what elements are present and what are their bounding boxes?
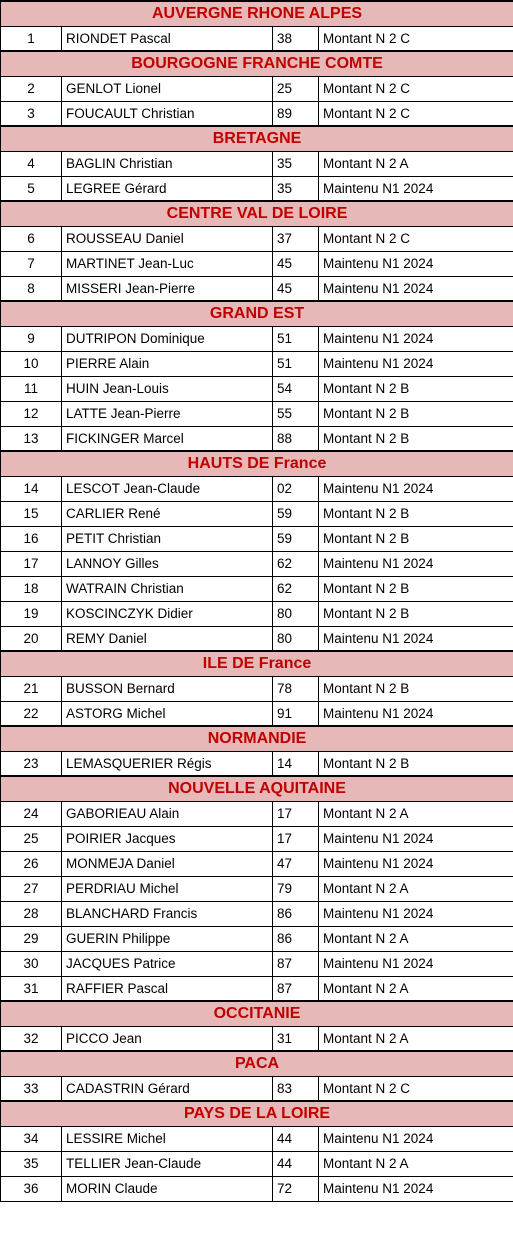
status-label: Maintenu N1 2024 xyxy=(319,276,513,301)
status-label: Montant N 2 A xyxy=(319,1026,513,1051)
rank-number: 30 xyxy=(1,951,62,976)
player-name: GENLOT Lionel xyxy=(62,76,273,101)
player-name: MISSERI Jean-Pierre xyxy=(62,276,273,301)
department-code: 45 xyxy=(273,251,319,276)
rank-number: 24 xyxy=(1,801,62,826)
table-row xyxy=(1,1176,513,1201)
rank-number: 36 xyxy=(1,1176,62,1201)
player-name: PICCO Jean xyxy=(62,1026,273,1051)
status-label: Montant N 2 B xyxy=(319,576,513,601)
table-row xyxy=(1,676,513,701)
player-name: BAGLIN Christian xyxy=(62,151,273,176)
region-header-row xyxy=(1,301,513,326)
status-label: Montant N 2 B xyxy=(319,501,513,526)
status-label: Maintenu N1 2024 xyxy=(319,951,513,976)
player-name: HUIN Jean-Louis xyxy=(62,376,273,401)
table-row xyxy=(1,926,513,951)
department-code: 87 xyxy=(273,976,319,1001)
status-label: Maintenu N1 2024 xyxy=(319,901,513,926)
status-label: Montant N 2 C xyxy=(319,26,513,51)
department-code: 72 xyxy=(273,1176,319,1201)
department-code: 83 xyxy=(273,1076,319,1101)
department-code: 14 xyxy=(273,751,319,776)
status-label: Maintenu N1 2024 xyxy=(319,351,513,376)
status-label: Montant N 2 B xyxy=(319,751,513,776)
status-label: Montant N 2 A xyxy=(319,1151,513,1176)
region-name: GRAND EST xyxy=(1,301,513,326)
region-header-row xyxy=(1,451,513,476)
department-code: 87 xyxy=(273,951,319,976)
status-label: Montant N 2 A xyxy=(319,976,513,1001)
table-row xyxy=(1,526,513,551)
table-row xyxy=(1,476,513,501)
department-code: 91 xyxy=(273,701,319,726)
table-row xyxy=(1,176,513,201)
rank-number: 16 xyxy=(1,526,62,551)
player-name: ASTORG Michel xyxy=(62,701,273,726)
table-row xyxy=(1,576,513,601)
department-code: 78 xyxy=(273,676,319,701)
department-code: 38 xyxy=(273,26,319,51)
status-label: Maintenu N1 2024 xyxy=(319,701,513,726)
rank-number: 13 xyxy=(1,426,62,451)
player-name: LATTE Jean-Pierre xyxy=(62,401,273,426)
player-name: CARLIER René xyxy=(62,501,273,526)
table-row xyxy=(1,76,513,101)
status-label: Montant N 2 B xyxy=(319,376,513,401)
department-code: 51 xyxy=(273,326,319,351)
rank-number: 33 xyxy=(1,1076,62,1101)
region-name: BOURGOGNE FRANCHE COMTE xyxy=(1,51,513,76)
table-row xyxy=(1,276,513,301)
region-name: BRETAGNE xyxy=(1,126,513,151)
table-body xyxy=(1,1,513,1201)
status-label: Maintenu N1 2024 xyxy=(319,551,513,576)
status-label: Montant N 2 C xyxy=(319,76,513,101)
department-code: 25 xyxy=(273,76,319,101)
rank-number: 29 xyxy=(1,926,62,951)
department-code: 51 xyxy=(273,351,319,376)
region-name: NOUVELLE AQUITAINE xyxy=(1,776,513,801)
region-name: PACA xyxy=(1,1051,513,1076)
status-label: Montant N 2 A xyxy=(319,876,513,901)
table-row xyxy=(1,351,513,376)
department-code: 45 xyxy=(273,276,319,301)
department-code: 59 xyxy=(273,526,319,551)
rank-number: 3 xyxy=(1,101,62,126)
region-name: AUVERGNE RHONE ALPES xyxy=(1,1,513,26)
table-row xyxy=(1,251,513,276)
department-code: 54 xyxy=(273,376,319,401)
department-code: 80 xyxy=(273,626,319,651)
table-row xyxy=(1,401,513,426)
rank-number: 12 xyxy=(1,401,62,426)
status-label: Maintenu N1 2024 xyxy=(319,826,513,851)
rank-number: 2 xyxy=(1,76,62,101)
player-name: POIRIER Jacques xyxy=(62,826,273,851)
player-name: MONMEJA Daniel xyxy=(62,851,273,876)
department-code: 88 xyxy=(273,426,319,451)
department-code: 79 xyxy=(273,876,319,901)
region-name: OCCITANIE xyxy=(1,1001,513,1026)
rank-number: 7 xyxy=(1,251,62,276)
player-name: ROUSSEAU Daniel xyxy=(62,226,273,251)
status-label: Montant N 2 C xyxy=(319,101,513,126)
player-name: LEGREE Gérard xyxy=(62,176,273,201)
region-header-row xyxy=(1,776,513,801)
player-name: CADASTRIN Gérard xyxy=(62,1076,273,1101)
department-code: 17 xyxy=(273,826,319,851)
player-name: FOUCAULT Christian xyxy=(62,101,273,126)
region-name: NORMANDIE xyxy=(1,726,513,751)
status-label: Montant N 2 A xyxy=(319,926,513,951)
rank-number: 21 xyxy=(1,676,62,701)
rank-number: 31 xyxy=(1,976,62,1001)
department-code: 59 xyxy=(273,501,319,526)
table-row xyxy=(1,26,513,51)
table-row xyxy=(1,501,513,526)
region-header-row xyxy=(1,726,513,751)
rank-number: 9 xyxy=(1,326,62,351)
player-name: FICKINGER Marcel xyxy=(62,426,273,451)
status-label: Montant N 2 B xyxy=(319,426,513,451)
table-row xyxy=(1,901,513,926)
table-row xyxy=(1,976,513,1001)
region-header-row xyxy=(1,1101,513,1126)
department-code: 31 xyxy=(273,1026,319,1051)
department-code: 35 xyxy=(273,176,319,201)
rank-number: 20 xyxy=(1,626,62,651)
player-name: RIONDET Pascal xyxy=(62,26,273,51)
table-row xyxy=(1,226,513,251)
department-code: 62 xyxy=(273,576,319,601)
rank-number: 27 xyxy=(1,876,62,901)
rank-number: 22 xyxy=(1,701,62,726)
region-header-row xyxy=(1,651,513,676)
rank-number: 28 xyxy=(1,901,62,926)
player-name: KOSCINCZYK Didier xyxy=(62,601,273,626)
status-label: Maintenu N1 2024 xyxy=(319,476,513,501)
player-name: LEMASQUERIER Régis xyxy=(62,751,273,776)
player-name: MORIN Claude xyxy=(62,1176,273,1201)
status-label: Montant N 2 A xyxy=(319,801,513,826)
table-row xyxy=(1,151,513,176)
table-row xyxy=(1,951,513,976)
status-label: Maintenu N1 2024 xyxy=(319,626,513,651)
table-row xyxy=(1,101,513,126)
player-name: LESSIRE Michel xyxy=(62,1126,273,1151)
table-row xyxy=(1,1026,513,1051)
region-header-row xyxy=(1,51,513,76)
rank-number: 25 xyxy=(1,826,62,851)
table-row xyxy=(1,851,513,876)
rank-number: 15 xyxy=(1,501,62,526)
table-row xyxy=(1,801,513,826)
rank-number: 19 xyxy=(1,601,62,626)
rank-number: 35 xyxy=(1,1151,62,1176)
department-code: 37 xyxy=(273,226,319,251)
department-code: 86 xyxy=(273,901,319,926)
player-name: PETIT Christian xyxy=(62,526,273,551)
player-name: PIERRE Alain xyxy=(62,351,273,376)
table-row xyxy=(1,326,513,351)
rank-number: 34 xyxy=(1,1126,62,1151)
player-name: LESCOT Jean-Claude xyxy=(62,476,273,501)
rank-number: 1 xyxy=(1,26,62,51)
table-row xyxy=(1,626,513,651)
status-label: Maintenu N1 2024 xyxy=(319,1126,513,1151)
department-code: 17 xyxy=(273,801,319,826)
rank-number: 32 xyxy=(1,1026,62,1051)
table-row xyxy=(1,1126,513,1151)
status-label: Montant N 2 B xyxy=(319,526,513,551)
department-code: 35 xyxy=(273,151,319,176)
player-name: BLANCHARD Francis xyxy=(62,901,273,926)
status-label: Maintenu N1 2024 xyxy=(319,326,513,351)
table-row xyxy=(1,1076,513,1101)
player-name: TELLIER Jean-Claude xyxy=(62,1151,273,1176)
region-name: PAYS DE LA LOIRE xyxy=(1,1101,513,1126)
region-header-row xyxy=(1,126,513,151)
player-name: PERDRIAU Michel xyxy=(62,876,273,901)
status-label: Maintenu N1 2024 xyxy=(319,251,513,276)
department-code: 80 xyxy=(273,601,319,626)
rank-number: 18 xyxy=(1,576,62,601)
rank-number: 5 xyxy=(1,176,62,201)
player-name: MARTINET Jean-Luc xyxy=(62,251,273,276)
rank-number: 11 xyxy=(1,376,62,401)
status-label: Montant N 2 B xyxy=(319,676,513,701)
department-code: 62 xyxy=(273,551,319,576)
department-code: 44 xyxy=(273,1151,319,1176)
region-header-row xyxy=(1,201,513,226)
table-row xyxy=(1,601,513,626)
region-name: HAUTS DE France xyxy=(1,451,513,476)
rank-number: 14 xyxy=(1,476,62,501)
status-label: Montant N 2 C xyxy=(319,226,513,251)
player-name: GABORIEAU Alain xyxy=(62,801,273,826)
department-code: 55 xyxy=(273,401,319,426)
player-name: JACQUES Patrice xyxy=(62,951,273,976)
rank-number: 8 xyxy=(1,276,62,301)
rank-number: 17 xyxy=(1,551,62,576)
rank-number: 4 xyxy=(1,151,62,176)
player-name: RAFFIER Pascal xyxy=(62,976,273,1001)
table-row xyxy=(1,876,513,901)
status-label: Maintenu N1 2024 xyxy=(319,176,513,201)
status-label: Montant N 2 B xyxy=(319,401,513,426)
table-row xyxy=(1,701,513,726)
region-name: CENTRE VAL DE LOIRE xyxy=(1,201,513,226)
region-header-row xyxy=(1,1,513,26)
department-code: 86 xyxy=(273,926,319,951)
department-code: 47 xyxy=(273,851,319,876)
player-name: GUERIN Philippe xyxy=(62,926,273,951)
player-name: LANNOY Gilles xyxy=(62,551,273,576)
status-label: Montant N 2 B xyxy=(319,601,513,626)
table-row xyxy=(1,1151,513,1176)
rank-number: 23 xyxy=(1,751,62,776)
player-name: REMY Daniel xyxy=(62,626,273,651)
rank-number: 6 xyxy=(1,226,62,251)
department-code: 02 xyxy=(273,476,319,501)
status-label: Maintenu N1 2024 xyxy=(319,1176,513,1201)
player-name: BUSSON Bernard xyxy=(62,676,273,701)
region-header-row xyxy=(1,1051,513,1076)
rank-number: 10 xyxy=(1,351,62,376)
table-row xyxy=(1,751,513,776)
region-header-row xyxy=(1,1001,513,1026)
department-code: 44 xyxy=(273,1126,319,1151)
player-name: DUTRIPON Dominique xyxy=(62,326,273,351)
rank-number: 26 xyxy=(1,851,62,876)
table-row xyxy=(1,826,513,851)
table-row xyxy=(1,551,513,576)
table-row xyxy=(1,426,513,451)
player-name: WATRAIN Christian xyxy=(62,576,273,601)
status-label: Maintenu N1 2024 xyxy=(319,851,513,876)
region-name: ILE DE France xyxy=(1,651,513,676)
status-label: Montant N 2 A xyxy=(319,151,513,176)
department-code: 89 xyxy=(273,101,319,126)
status-label: Montant N 2 C xyxy=(319,1076,513,1101)
table-row xyxy=(1,376,513,401)
